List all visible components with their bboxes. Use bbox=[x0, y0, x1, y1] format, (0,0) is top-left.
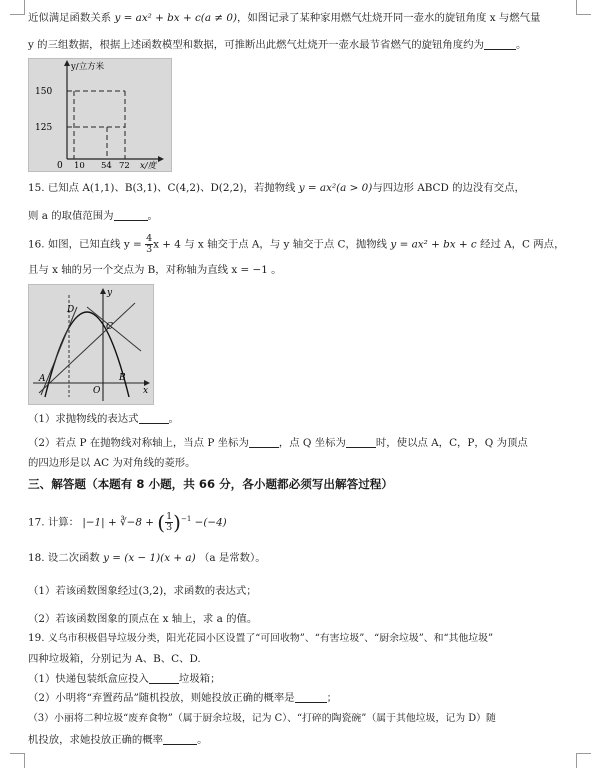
x-tick-72: 72 bbox=[119, 161, 130, 171]
q19-line-1: 19. 义乌市积极倡导垃圾分类，阳光花园小区设置了“可回收物”、“有害垃圾”、“厨余垃圾”、和“其他垃圾” bbox=[28, 632, 494, 644]
q16-fraction: $\frac{4}{3}$ bbox=[146, 233, 153, 255]
q15-line-1: 15. 已知点 A(1,1)、B(3,1)、C(4,2)、D(2,2)，若抛物线 y = ax²(a > 0)与四边形 ABCD 的边没有交点， bbox=[28, 182, 525, 194]
answer-blank[interactable] bbox=[484, 37, 516, 50]
q19-line-2: 四种垃圾箱，分别记为 A、B、C、D. bbox=[28, 653, 201, 665]
q16-text-c: 经过 A，C 两点， bbox=[480, 238, 565, 251]
q16-text-a: 如图，已知直线 y = bbox=[47, 238, 142, 251]
q15-text-b: 与四边形 ABCD 的边没有交点， bbox=[372, 182, 525, 194]
q16-text-b: x + 4 与 x 轴交于点 A，与 y 轴交于点 C，抛物线 bbox=[153, 238, 388, 251]
point-b-label: B bbox=[119, 373, 126, 383]
q15-formula: y = ax²(a > 0) bbox=[298, 182, 373, 194]
q16-line-1: 16. 如图，已知直线 y = $\frac{4}{3}$ x + 4 与 x 轴交于点 A，与 y 轴交于点 C，抛物线 y = ax² + bx + c 经过 A，C 两点， bbox=[28, 233, 565, 255]
x-axis-label: x/度 bbox=[140, 161, 157, 171]
q14-formula: y = ax² + bx + c(a ≠ 0) bbox=[114, 12, 238, 24]
x-axis-label: x bbox=[143, 386, 149, 396]
q18-sub-1: （1）若该函数图象经过(3,2)，求函数的表达式； bbox=[28, 585, 257, 597]
q17-line: 17. 计算： |−1| + ∛−8 + ( $\frac{1}{3}$ )$^{-1}$ −(−4) bbox=[28, 510, 227, 535]
q17-cube-root: ∛−8 bbox=[120, 516, 142, 529]
point-a-label: A bbox=[39, 374, 46, 384]
answer-blank[interactable] bbox=[139, 411, 169, 424]
crop-mark-bottom-left bbox=[10, 753, 25, 768]
y-tick-125: 125 bbox=[35, 123, 53, 133]
q14-text-a: 近似满足函数关系 bbox=[28, 12, 112, 24]
answer-blank[interactable] bbox=[149, 671, 179, 684]
y-tick-150: 150 bbox=[35, 87, 53, 97]
answer-blank[interactable] bbox=[114, 208, 148, 221]
q15-text-a: 已知点 A(1,1)、B(3,1)、C(4,2)、D(2,2)，若抛物线 bbox=[47, 182, 296, 194]
section-3-title: 三、解答题（本题有 8 小题，共 66 分，各小题都必须写出解答过程） bbox=[28, 477, 393, 491]
crop-mark-top-left bbox=[10, 0, 25, 15]
q19-sub-1: （1）快递包装纸盒应投入 垃圾箱； bbox=[28, 673, 221, 685]
crop-mark-top-right bbox=[576, 0, 591, 15]
q14-line-1 bbox=[28, 9, 577, 27]
q16-formula: y = ax² + bx + c bbox=[390, 238, 477, 251]
answer-blank[interactable] bbox=[295, 690, 327, 703]
q16-sub-2: （2）若点 P 在抛物线对称轴上，当点 P 坐标为 ，点 Q 坐标为 时，使以点 A，C，P，Q 为顶点 bbox=[28, 437, 528, 449]
q17-tail: −(−4) bbox=[194, 516, 227, 529]
q14-text-line2: y 的三组数据，根据上述函数模型和数据，可推断出此燃气灶烧开一壶水最节省燃气的旋钮角度约为 bbox=[28, 39, 484, 51]
y-axis-label: y bbox=[107, 288, 113, 298]
x-tick-54: 54 bbox=[101, 161, 112, 171]
answer-blank[interactable] bbox=[346, 435, 376, 448]
q17-exponent: −1 bbox=[180, 515, 192, 523]
q18-sub-2: （2）若该函数图象的顶点在 x 轴上，求 a 的值。 bbox=[28, 613, 258, 625]
line-dc bbox=[87, 307, 141, 351]
q14-figure bbox=[28, 58, 172, 172]
q16-sub-1: （1）求抛物线的表达式 。 bbox=[28, 413, 179, 425]
q15-line-2: 则 a 的取值范围为 。 bbox=[28, 210, 158, 222]
point-d-label: D bbox=[67, 305, 75, 315]
q14-graph bbox=[29, 59, 171, 171]
q19-sub-3-line2: 机投放，求她投放正确的概率 。 bbox=[28, 734, 208, 746]
q16-line-2: 且与 x 轴的另一个交点为 B，对称轴为直线 x = −1 。 bbox=[28, 264, 282, 276]
q18-formula: y = (x − 1)(x + a) bbox=[103, 552, 196, 564]
q14-line-2: y 的三组数据，根据上述函数模型和数据，可推断出此燃气灶烧开一壶水最节省燃气的旋钮角度约为 。 bbox=[28, 39, 527, 51]
q16-figure bbox=[28, 284, 154, 405]
y-axis-label: y/立方米 bbox=[71, 62, 105, 72]
origin-label: 0 bbox=[57, 161, 63, 171]
origin-label: O bbox=[93, 386, 101, 396]
point-c-label: C bbox=[106, 322, 113, 332]
q18-line: 18. 设二次函数 y = (x − 1)(x + a) （a 是常数）。 bbox=[28, 552, 266, 564]
q19-sub-2: （2）小明将“弃置药品”随机投放，则她投放正确的概率是 ； bbox=[28, 692, 337, 704]
q19-sub-3: （3）小丽将二种垃圾“废弃食物”（属于厨余垃圾，记为 C）、“打碎的陶瓷碗”（属于其他垃圾，记为 D）随 bbox=[28, 713, 496, 724]
x-tick-10: 10 bbox=[74, 161, 85, 171]
q17-fraction: $\frac{1}{3}$ bbox=[166, 510, 173, 533]
q16-graph bbox=[29, 285, 153, 404]
q17-abs: |−1| bbox=[82, 516, 105, 529]
answer-blank[interactable] bbox=[249, 435, 279, 448]
q14-text-b: ，如图记录了某种家用燃气灶烧开同一壶水的旋钮角度 x 与燃气量 bbox=[237, 12, 541, 24]
answer-blank[interactable] bbox=[163, 732, 197, 745]
q16-sub-2-line2: 的四边形是以 AC 为对角线的菱形。 bbox=[28, 457, 196, 469]
line-ad bbox=[41, 307, 77, 395]
crop-mark-bottom-right bbox=[576, 753, 591, 768]
